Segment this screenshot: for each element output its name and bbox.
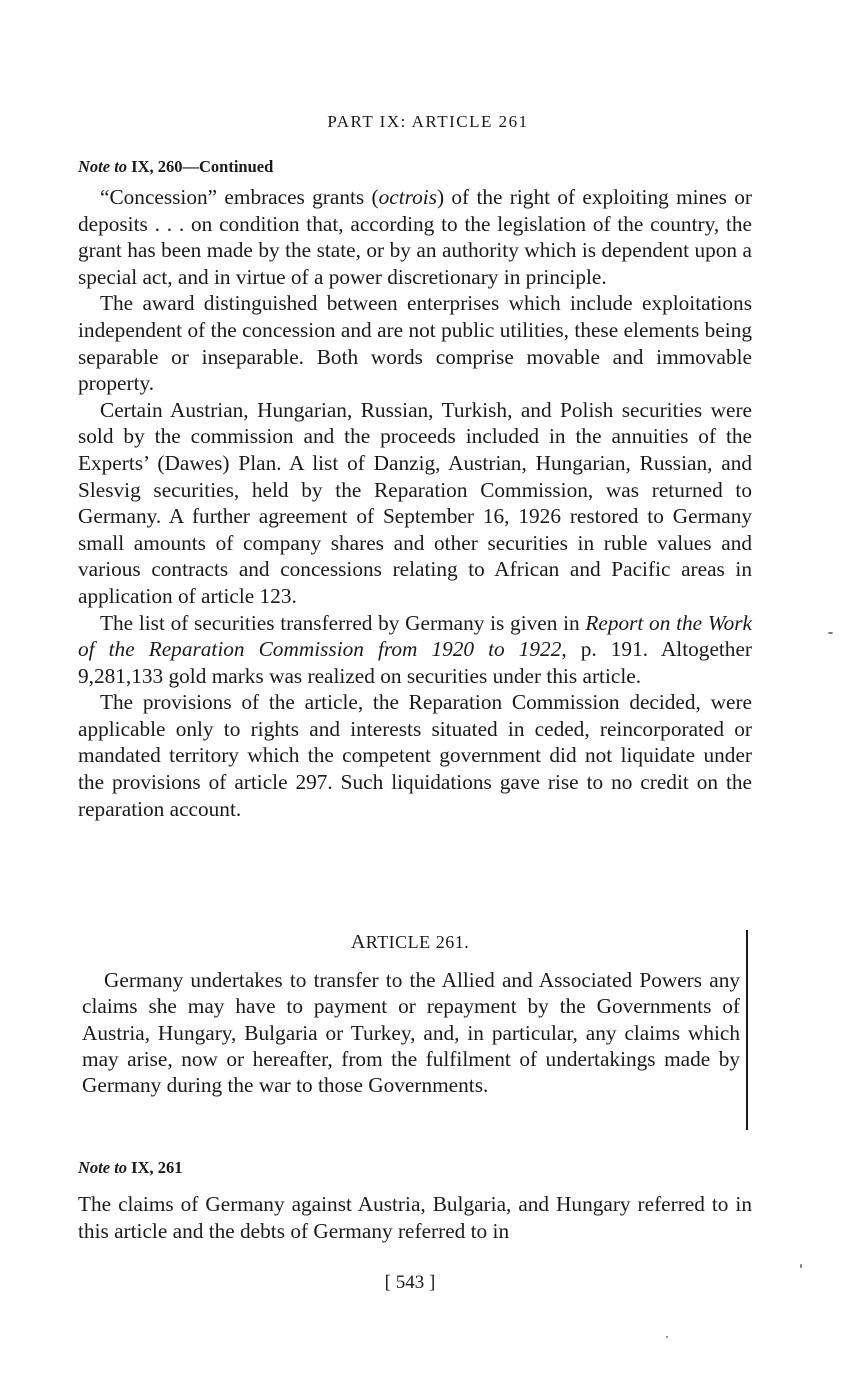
note-heading-260 — [78, 157, 273, 177]
article-title-number: 261. — [430, 932, 470, 952]
paragraph-text: “Concession” embraces grants ( — [100, 185, 379, 209]
article-title — [0, 931, 820, 954]
article-title-cap: A — [350, 931, 366, 953]
note-heading-label: Note to — [78, 157, 128, 176]
scan-speck — [800, 1264, 802, 1268]
article-title-small: RTICLE — [365, 932, 431, 952]
note-260-body — [78, 184, 752, 822]
paragraph-italic: octrois — [378, 185, 437, 209]
note-261-body — [78, 1191, 752, 1244]
note-paragraph: The provisions of the article, the Reparation Commission decided, were applicable only to rights and interests situated in ceded, reincorporated or mandated territory which the competent government did not liquidate under the provisions of article 297. Such liquidations gave rise to no credit on the reparation account. — [78, 690, 752, 821]
article-margin-rule — [746, 930, 748, 1130]
paragraph-text: The list of securities transferred by Germany is given in — [100, 610, 586, 635]
scan-speck — [828, 632, 833, 634]
scan-speck — [666, 1336, 668, 1338]
note-heading-ref: IX, 260—Continued — [127, 157, 274, 176]
note-paragraph: Certain Austrian, Hungarian, Russian, Turkish, and Polish securities were sold by the commission and the proceeds included in the annuities of the Experts’ (Dawes) Plan. A list of Danzig, Austrian, Hungarian, Russian, and Slesvig securities, held by the Reparation Commission, was returned to Germany. A further agreement of September 16, 1926 restored to Germany small amounts of company shares and other securities in ruble values and various contracts and concessions relating to African and Pacific areas in application of article 123. — [78, 397, 752, 608]
paragraph-text: ) of the right of exploiting mines or deposits . . . on condition that, according to the legislation of the country, the grant has been made by the state, or by an authority which is dependent upon a special act, and in virtue of a power discretionary in principle. — [78, 185, 752, 289]
paragraph-text: , p. 191. Altogether 9,281,133 gold marks was realized on securities under this article. — [78, 637, 753, 688]
note-heading-261 — [78, 1158, 183, 1178]
note-paragraph: The claims of Germany against Austria, Bulgaria, and Hungary referred to in this article and the debts of Germany referred to in — [78, 1192, 752, 1243]
note-paragraph: The award distinguished between enterprises which include exploitations independent of the concession and are not public utilities, these elements being separable or inseparable. Both words comprise movable and immovable property. — [78, 291, 752, 396]
note-heading-label: Note to — [78, 1158, 128, 1177]
running-head: PART IX: ARTICLE 261 — [327, 112, 529, 131]
note-paragraph — [78, 184, 752, 290]
note-heading-ref: IX, 261 — [127, 1158, 183, 1177]
article-text: Germany undertakes to transfer to the Allied and Associated Powers any claims she may have to payment or repayment by the Governments of Austria, Hungary, Bulgaria or Turkey, and, in particular, any claims which may arise, now or hereafter, from the fulfilment of undertakings made by Germany during the war to those Governments. — [82, 968, 740, 1098]
page-number: [ 543 ] — [384, 1272, 436, 1293]
paragraph-italic: Report on the Work of the Reparation Commission from 1920 to 1922 — [78, 610, 752, 662]
note-paragraph — [78, 610, 752, 690]
